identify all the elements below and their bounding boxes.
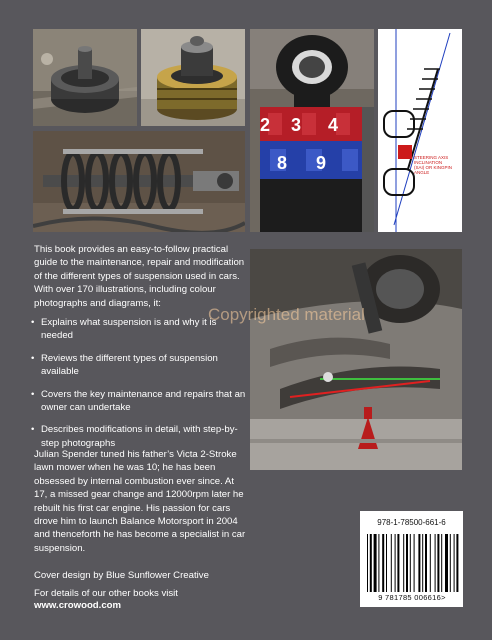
list-item: [30, 316, 246, 343]
list-item: [30, 388, 246, 415]
list-item-text: Reviews the different types of suspension available: [41, 352, 218, 378]
adjuster-number-9: 9: [316, 153, 327, 173]
bullet-icon: •: [31, 388, 35, 400]
list-item: [30, 423, 246, 450]
spring-compressor-photo: [33, 131, 245, 232]
adjuster-number-2: 2: [260, 115, 271, 135]
adjuster-number-3: 3: [291, 115, 302, 135]
sai-diagram: [378, 29, 462, 232]
bullet-icon: •: [31, 352, 35, 364]
bullet-icon: •: [31, 424, 35, 436]
barcode-number: 9 781785 006616: [378, 593, 442, 602]
list-item: [30, 352, 246, 379]
copyright-watermark: Copyrighted material: [208, 305, 365, 324]
damper-adjuster-photo: [250, 29, 374, 232]
details-line: For details of our other books visit: [34, 588, 178, 599]
website-link[interactable]: www.crowood.com: [34, 600, 122, 611]
isbn-number: 978-1-78500-661-6: [377, 518, 446, 527]
author-bio: Julian Spender tuned his father’s Victa 2-Stroke lawn mower when he was 10; he has been obsessed by internal combustion ever since. At 17, a missed gear change and 12000rpm later he rebuilt his first car engine. His passion for cars drove him to launch Balance Motorsport in 2004 and thenceforth he has become a specialist in car suspension.: [34, 449, 246, 554]
top-mount-photo: [141, 29, 245, 126]
hub-bearing-photo: [33, 29, 137, 126]
intro-paragraph: This book provides an easy-to-follow practical guide to the maintenance, repair and modification of the different types of suspension used in cars. With over 170 illustrations, including colour photographs and diagrams, it:: [34, 244, 245, 309]
diagram-annotation-line-4: ANGLE: [414, 170, 430, 175]
diagram-annotation-line-2: INCLINATION: [414, 160, 443, 165]
adjuster-number-8: 8: [277, 153, 288, 173]
adjuster-number-4: 4: [328, 115, 339, 135]
list-item-text: Describes modifications in detail, with step-by-step photographs: [41, 424, 238, 449]
barcode-addon: >: [441, 593, 446, 602]
list-item-text: Explains what suspension is and why it is needed: [41, 317, 217, 342]
diagram-annotation-line-3: (SAI) OR KINGPIN: [414, 165, 453, 170]
isbn-barcode-panel: [360, 511, 463, 607]
barcode-icon: [367, 534, 459, 592]
cover-design-credit: Cover design by Blue Sunflower Creative: [34, 570, 209, 581]
feature-list: [30, 316, 246, 459]
bullet-icon: •: [31, 317, 35, 328]
barcode-digits: [362, 593, 462, 602]
diagram-annotation-line-1: STEERING AXIS: [414, 155, 449, 160]
list-item-text: Covers the key maintenance and repairs that an owner can undertake: [41, 388, 246, 414]
underside-suspension-photo: [250, 249, 462, 470]
